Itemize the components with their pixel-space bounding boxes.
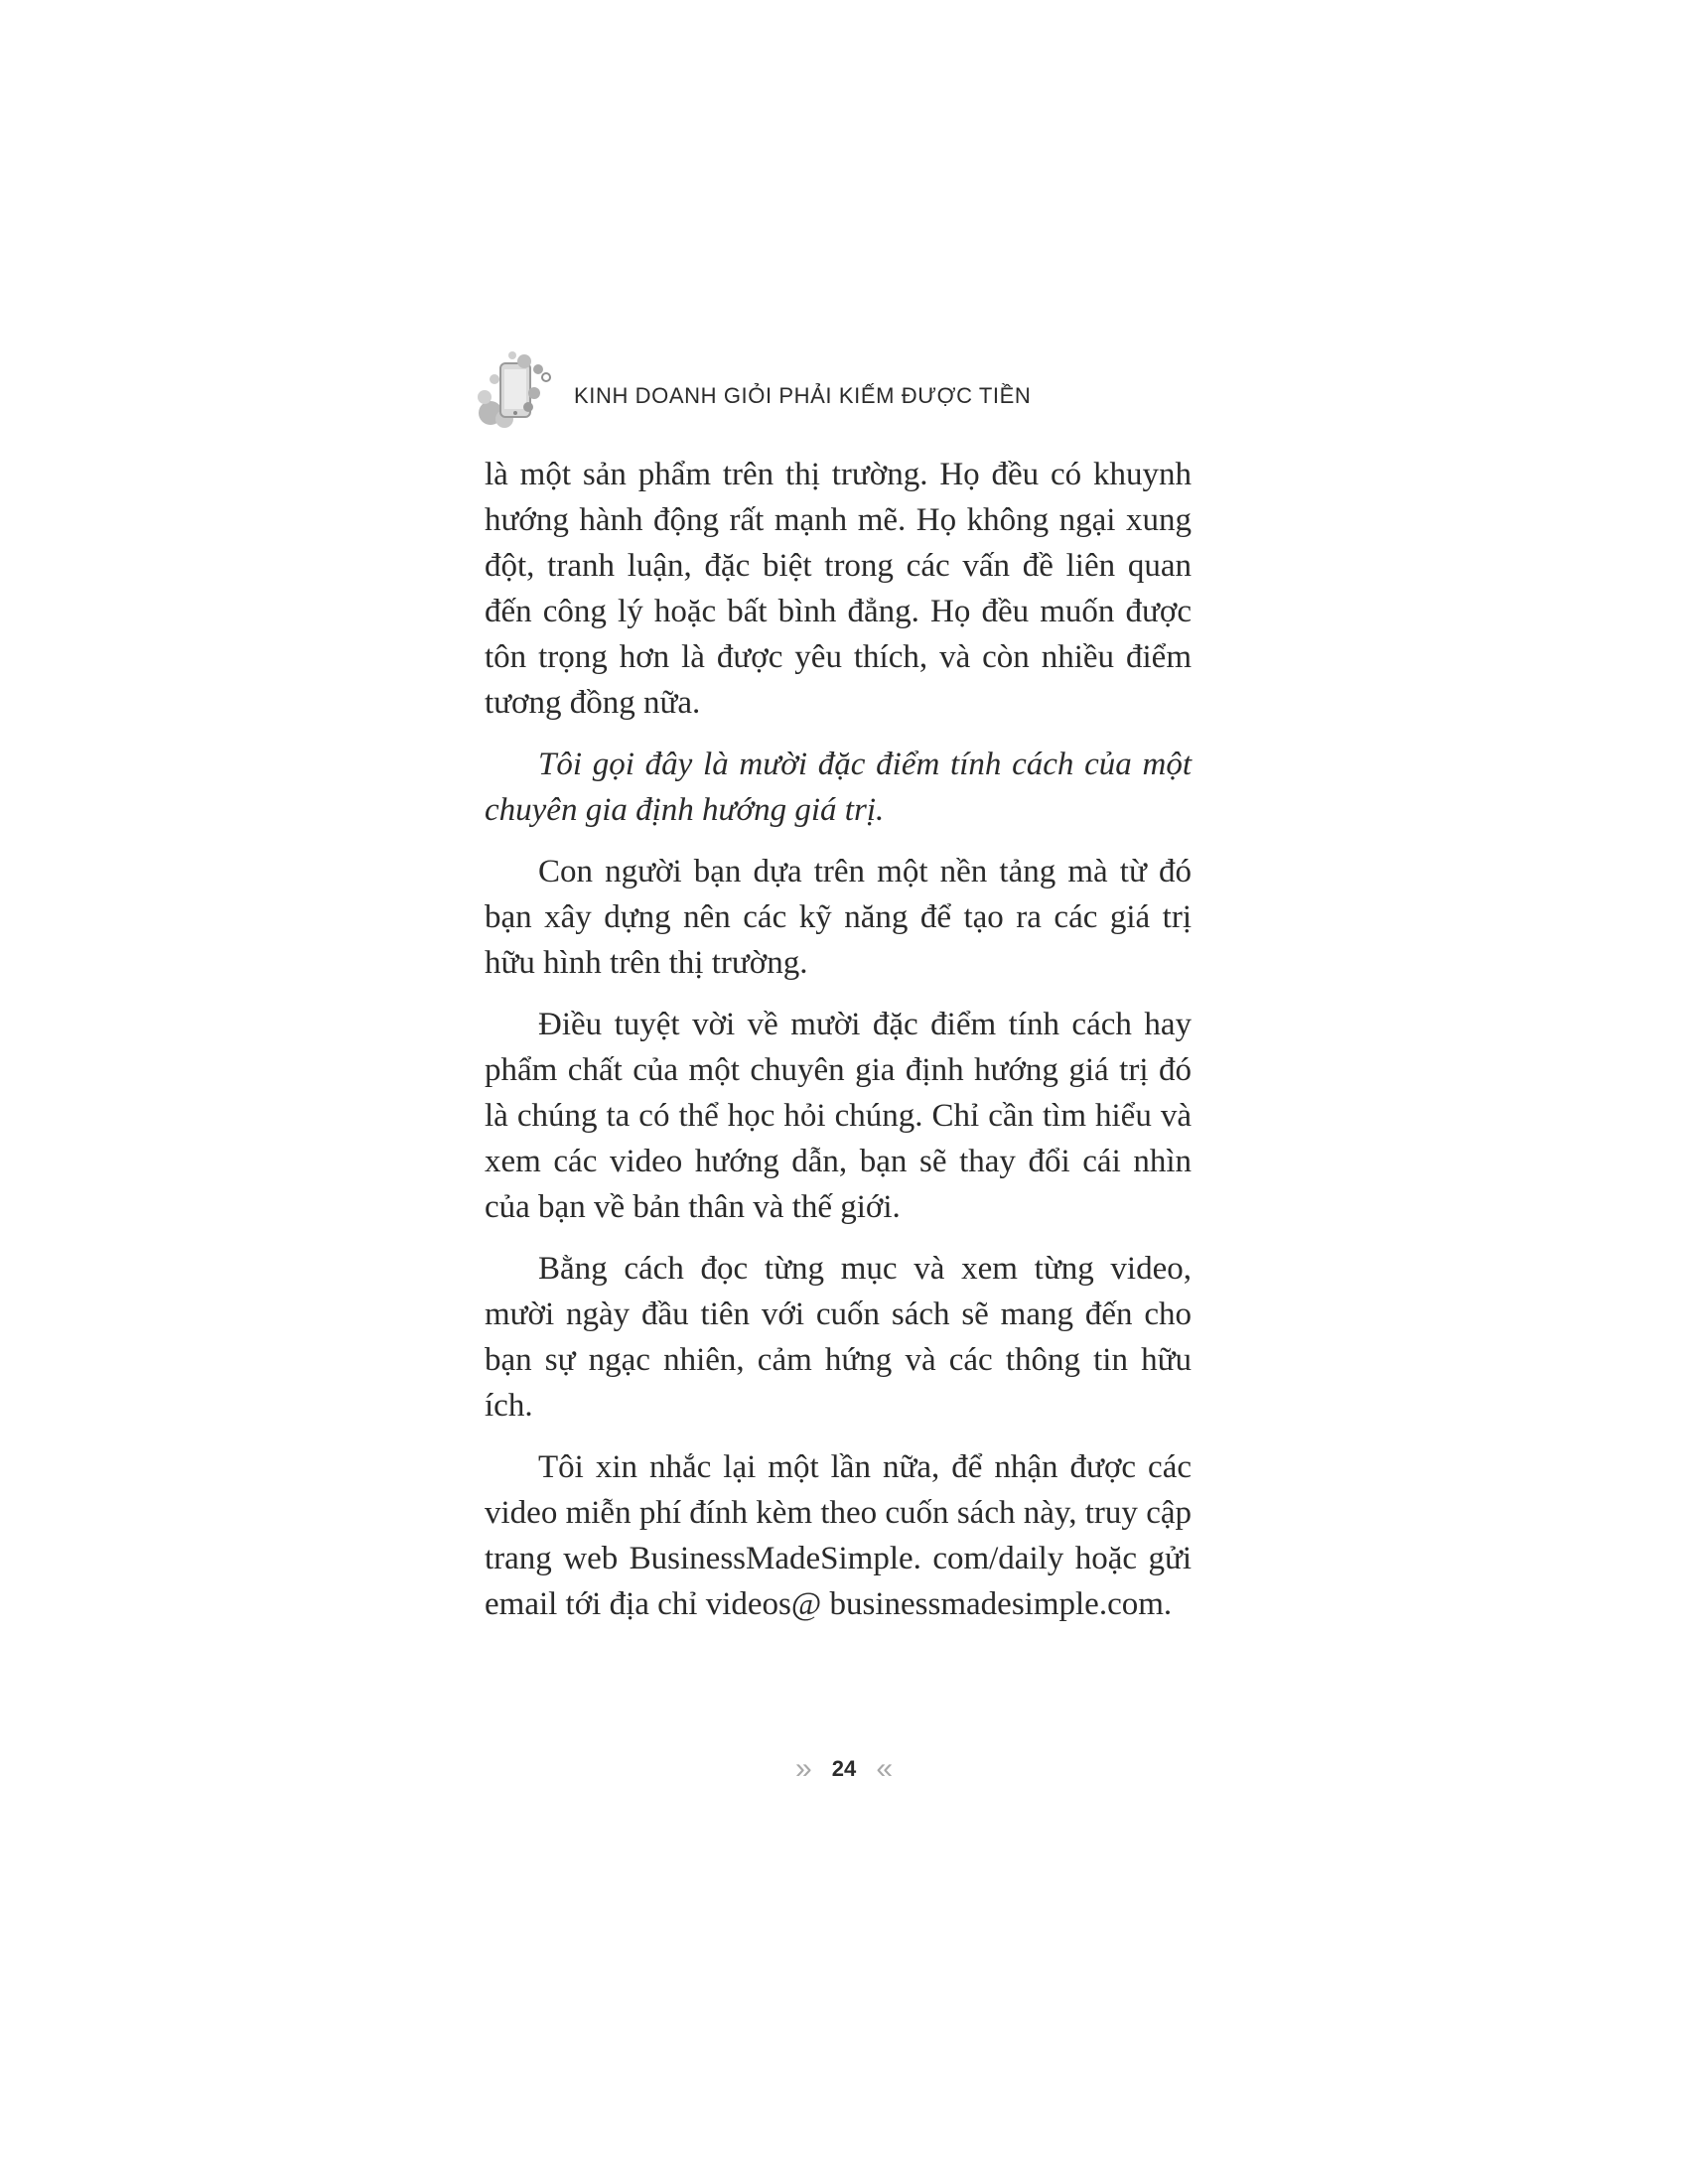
body-text — [485, 452, 1192, 1643]
paragraph: Con người bạn dựa trên một nền tảng mà từ đó bạn xây dựng nên các kỹ năng để tạo ra các giá trị hữu hình trên thị trường. — [485, 854, 1192, 981]
page-number-footer — [0, 1752, 1688, 1786]
paragraph: Tôi xin nhắc lại một lần nữa, để nhận được các video miễn phí đính kèm theo cuốn sách này, truy cập trang web BusinessMadeSimple. com/daily hoặc gửi email tới địa chỉ videos@ businessmadesimple.com. — [485, 1449, 1192, 1622]
right-chevron-mark: « — [876, 1752, 894, 1785]
header-title: KINH DOANH GIỎI PHẢI KIẾM ĐƯỢC TIỀN — [574, 383, 1032, 408]
paragraph: Bằng cách đọc từng mục và xem từng video, mười ngày đầu tiên với cuốn sách sẽ mang đến cho bạn sự ngạc nhiên, cảm hứng và các thông tin hữu ích. — [485, 1251, 1192, 1424]
italic-paragraph: Tôi gọi đây là mười đặc điểm tính cách của một chuyên gia định hướng giá trị. — [485, 747, 1192, 828]
paragraph: là một sản phẩm trên thị trường. Họ đều có khuynh hướng hành động rất mạnh mẽ. Họ không ngại xung đột, tranh luận, đặc biệt trong các vấn đề liên quan đến công lý hoặc bất bình đẳng. Họ đều muốn được tôn trọng hơn là được yêu thích, và còn nhiều điểm tương đồng nữa. — [485, 457, 1192, 721]
page-number: 24 — [831, 1756, 857, 1781]
phone-graphic-icon — [475, 349, 562, 429]
running-header — [475, 349, 1031, 429]
left-chevron-mark: » — [794, 1752, 812, 1785]
paragraph: Điều tuyệt vời về mười đặc điểm tính cách hay phẩm chất của một chuyên gia định hướng giá trị đó là chúng ta có thể học hỏi chúng. Chỉ cần tìm hiểu và xem các video hướng dẫn, bạn sẽ thay đổi cái nhìn của bạn về bản thân và thế giới. — [485, 1007, 1192, 1225]
